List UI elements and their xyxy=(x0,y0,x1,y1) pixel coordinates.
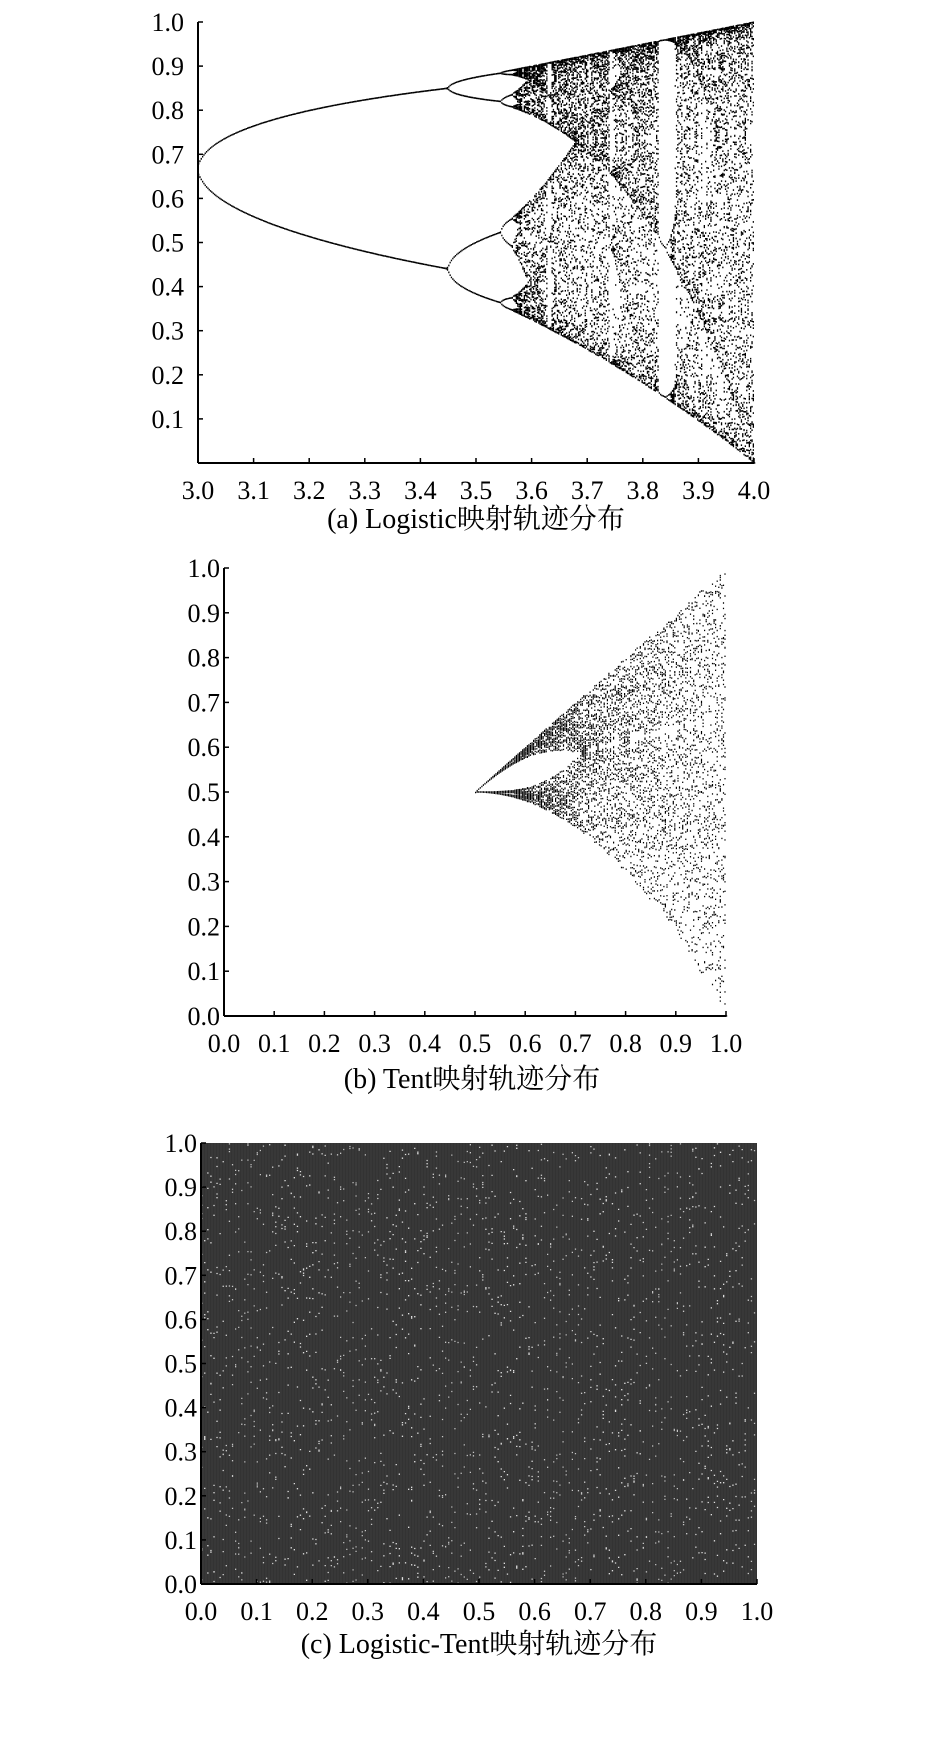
panel-a-y-tick-label: 0.2 xyxy=(151,360,184,390)
panel-b-x-tick-label: 0.3 xyxy=(358,1029,391,1058)
panel-a-y-tick-label: 0.6 xyxy=(151,184,184,214)
panel-c xyxy=(165,1129,774,1660)
panel-a-trajectory-points xyxy=(198,22,755,463)
panel-a-x-tick-label: 3.1 xyxy=(237,476,270,505)
panel-b-y-tick-label: 0.3 xyxy=(187,867,220,897)
panel-b-y-tick-label: 0.2 xyxy=(187,912,220,942)
panel-b-caption: (b) Tent映射轨迹分布 xyxy=(343,1064,601,1095)
panel-b-x-tick-label: 0.5 xyxy=(458,1029,492,1058)
panel-a-x-tick-label: 3.3 xyxy=(348,476,382,505)
panel-b-y-tick-label: 0.9 xyxy=(187,598,220,628)
panel-a-y-tick-label: 1.0 xyxy=(151,8,184,37)
panel-c-x-tick-label: 0.7 xyxy=(573,1597,607,1626)
panel-c-x-tick-label: 0.6 xyxy=(518,1597,551,1626)
panel-c-x-tick-label: 0.5 xyxy=(462,1597,496,1626)
panel-a-y-tick-label: 0.7 xyxy=(151,140,184,170)
panel-b-y-tick-label: 0.0 xyxy=(187,1002,220,1031)
panel-a-y-tick-label: 0.1 xyxy=(151,404,184,434)
panel-c-y-tick-label: 1.0 xyxy=(164,1129,197,1158)
panel-b-x-tick-label: 0.0 xyxy=(207,1029,241,1058)
panel-c-y-tick-label: 0.9 xyxy=(164,1173,197,1203)
panel-c-y-tick-label: 0.1 xyxy=(164,1525,197,1555)
panel-c-caption: (c) Logistic-Tent映射轨迹分布 xyxy=(300,1629,658,1660)
panel-c-x-tick-label: 0.0 xyxy=(184,1597,218,1626)
panel-c-y-tick-label: 0.6 xyxy=(164,1305,197,1335)
panel-c-y-tick-label: 0.2 xyxy=(164,1481,197,1511)
panel-a-marks xyxy=(198,22,755,463)
panel-a-y-tick-label: 0.4 xyxy=(151,272,184,302)
panel-c-y-tick-label: 0.5 xyxy=(164,1349,197,1379)
panel-c-x-tick-label: 0.3 xyxy=(351,1597,385,1626)
panel-b-y-tick-label: 0.1 xyxy=(187,957,220,987)
panel-b-x-tick-label: 0.8 xyxy=(609,1029,642,1058)
panel-a-y-tick-label: 0.3 xyxy=(151,316,184,346)
panel-a-x-tick-label: 3.7 xyxy=(570,476,604,505)
panel-c-x-tick-label: 1.0 xyxy=(740,1597,774,1626)
panel-b-x-tick-label: 1.0 xyxy=(709,1029,743,1058)
panel-a-x-tick-label: 3.9 xyxy=(682,476,715,505)
panel-b-x-tick-label: 0.9 xyxy=(659,1029,693,1058)
panel-c-x-tick-label: 0.1 xyxy=(240,1597,273,1626)
panel-a-ticks xyxy=(152,8,771,505)
panel-b-x-tick-label: 0.2 xyxy=(308,1029,341,1058)
panel-b-y-tick-label: 1.0 xyxy=(187,554,220,583)
panel-a xyxy=(152,8,771,535)
panel-b-x-tick-label: 0.7 xyxy=(559,1029,592,1058)
panel-b-y-tick-label: 0.4 xyxy=(187,822,220,852)
panel-c-x-tick-label: 0.4 xyxy=(407,1597,440,1626)
panel-c-y-tick-label: 0.7 xyxy=(164,1261,197,1291)
panel-a-x-tick-label: 3.5 xyxy=(459,476,493,505)
panel-c-y-tick-label: 0.8 xyxy=(164,1217,197,1247)
panel-b-y-tick-label: 0.8 xyxy=(187,643,220,673)
panel-b-x-tick-label: 0.4 xyxy=(408,1029,442,1058)
panel-a-x-tick-label: 4.0 xyxy=(737,476,771,505)
panel-a-y-tick-label: 0.5 xyxy=(151,228,184,258)
panel-c-y-tick-label: 0.0 xyxy=(164,1570,197,1599)
panel-c-x-tick-label: 0.2 xyxy=(295,1597,329,1626)
panel-b-marks xyxy=(224,574,727,1016)
panel-c-y-tick-label: 0.3 xyxy=(164,1437,197,1467)
panel-b-y-tick-label: 0.5 xyxy=(187,778,220,807)
panel-c-y-tick-label: 0.4 xyxy=(164,1393,197,1423)
panel-b xyxy=(188,554,743,1095)
panel-b-x-tick-label: 0.1 xyxy=(257,1029,291,1058)
panel-b-x-tick-label: 0.6 xyxy=(508,1029,542,1058)
panel-c-x-tick-label: 0.9 xyxy=(685,1597,718,1626)
panel-b-y-tick-label: 0.6 xyxy=(187,733,220,763)
panel-a-x-tick-label: 3.0 xyxy=(181,476,215,505)
panel-b-y-tick-label: 0.7 xyxy=(187,688,220,718)
panel-a-x-tick-label: 3.8 xyxy=(626,476,660,505)
panel-a-y-tick-label: 0.8 xyxy=(151,96,184,126)
panel-a-caption: (a) Logistic映射轨迹分布 xyxy=(327,504,625,535)
panel-b-trajectory-points xyxy=(224,574,727,1016)
panel-a-x-tick-label: 3.4 xyxy=(404,476,437,505)
panel-a-y-tick-label: 0.9 xyxy=(151,52,184,82)
panel-a-x-tick-label: 3.6 xyxy=(515,476,548,505)
panel-c-x-tick-label: 0.8 xyxy=(629,1597,663,1626)
panel-a-x-tick-label: 3.2 xyxy=(292,476,326,505)
